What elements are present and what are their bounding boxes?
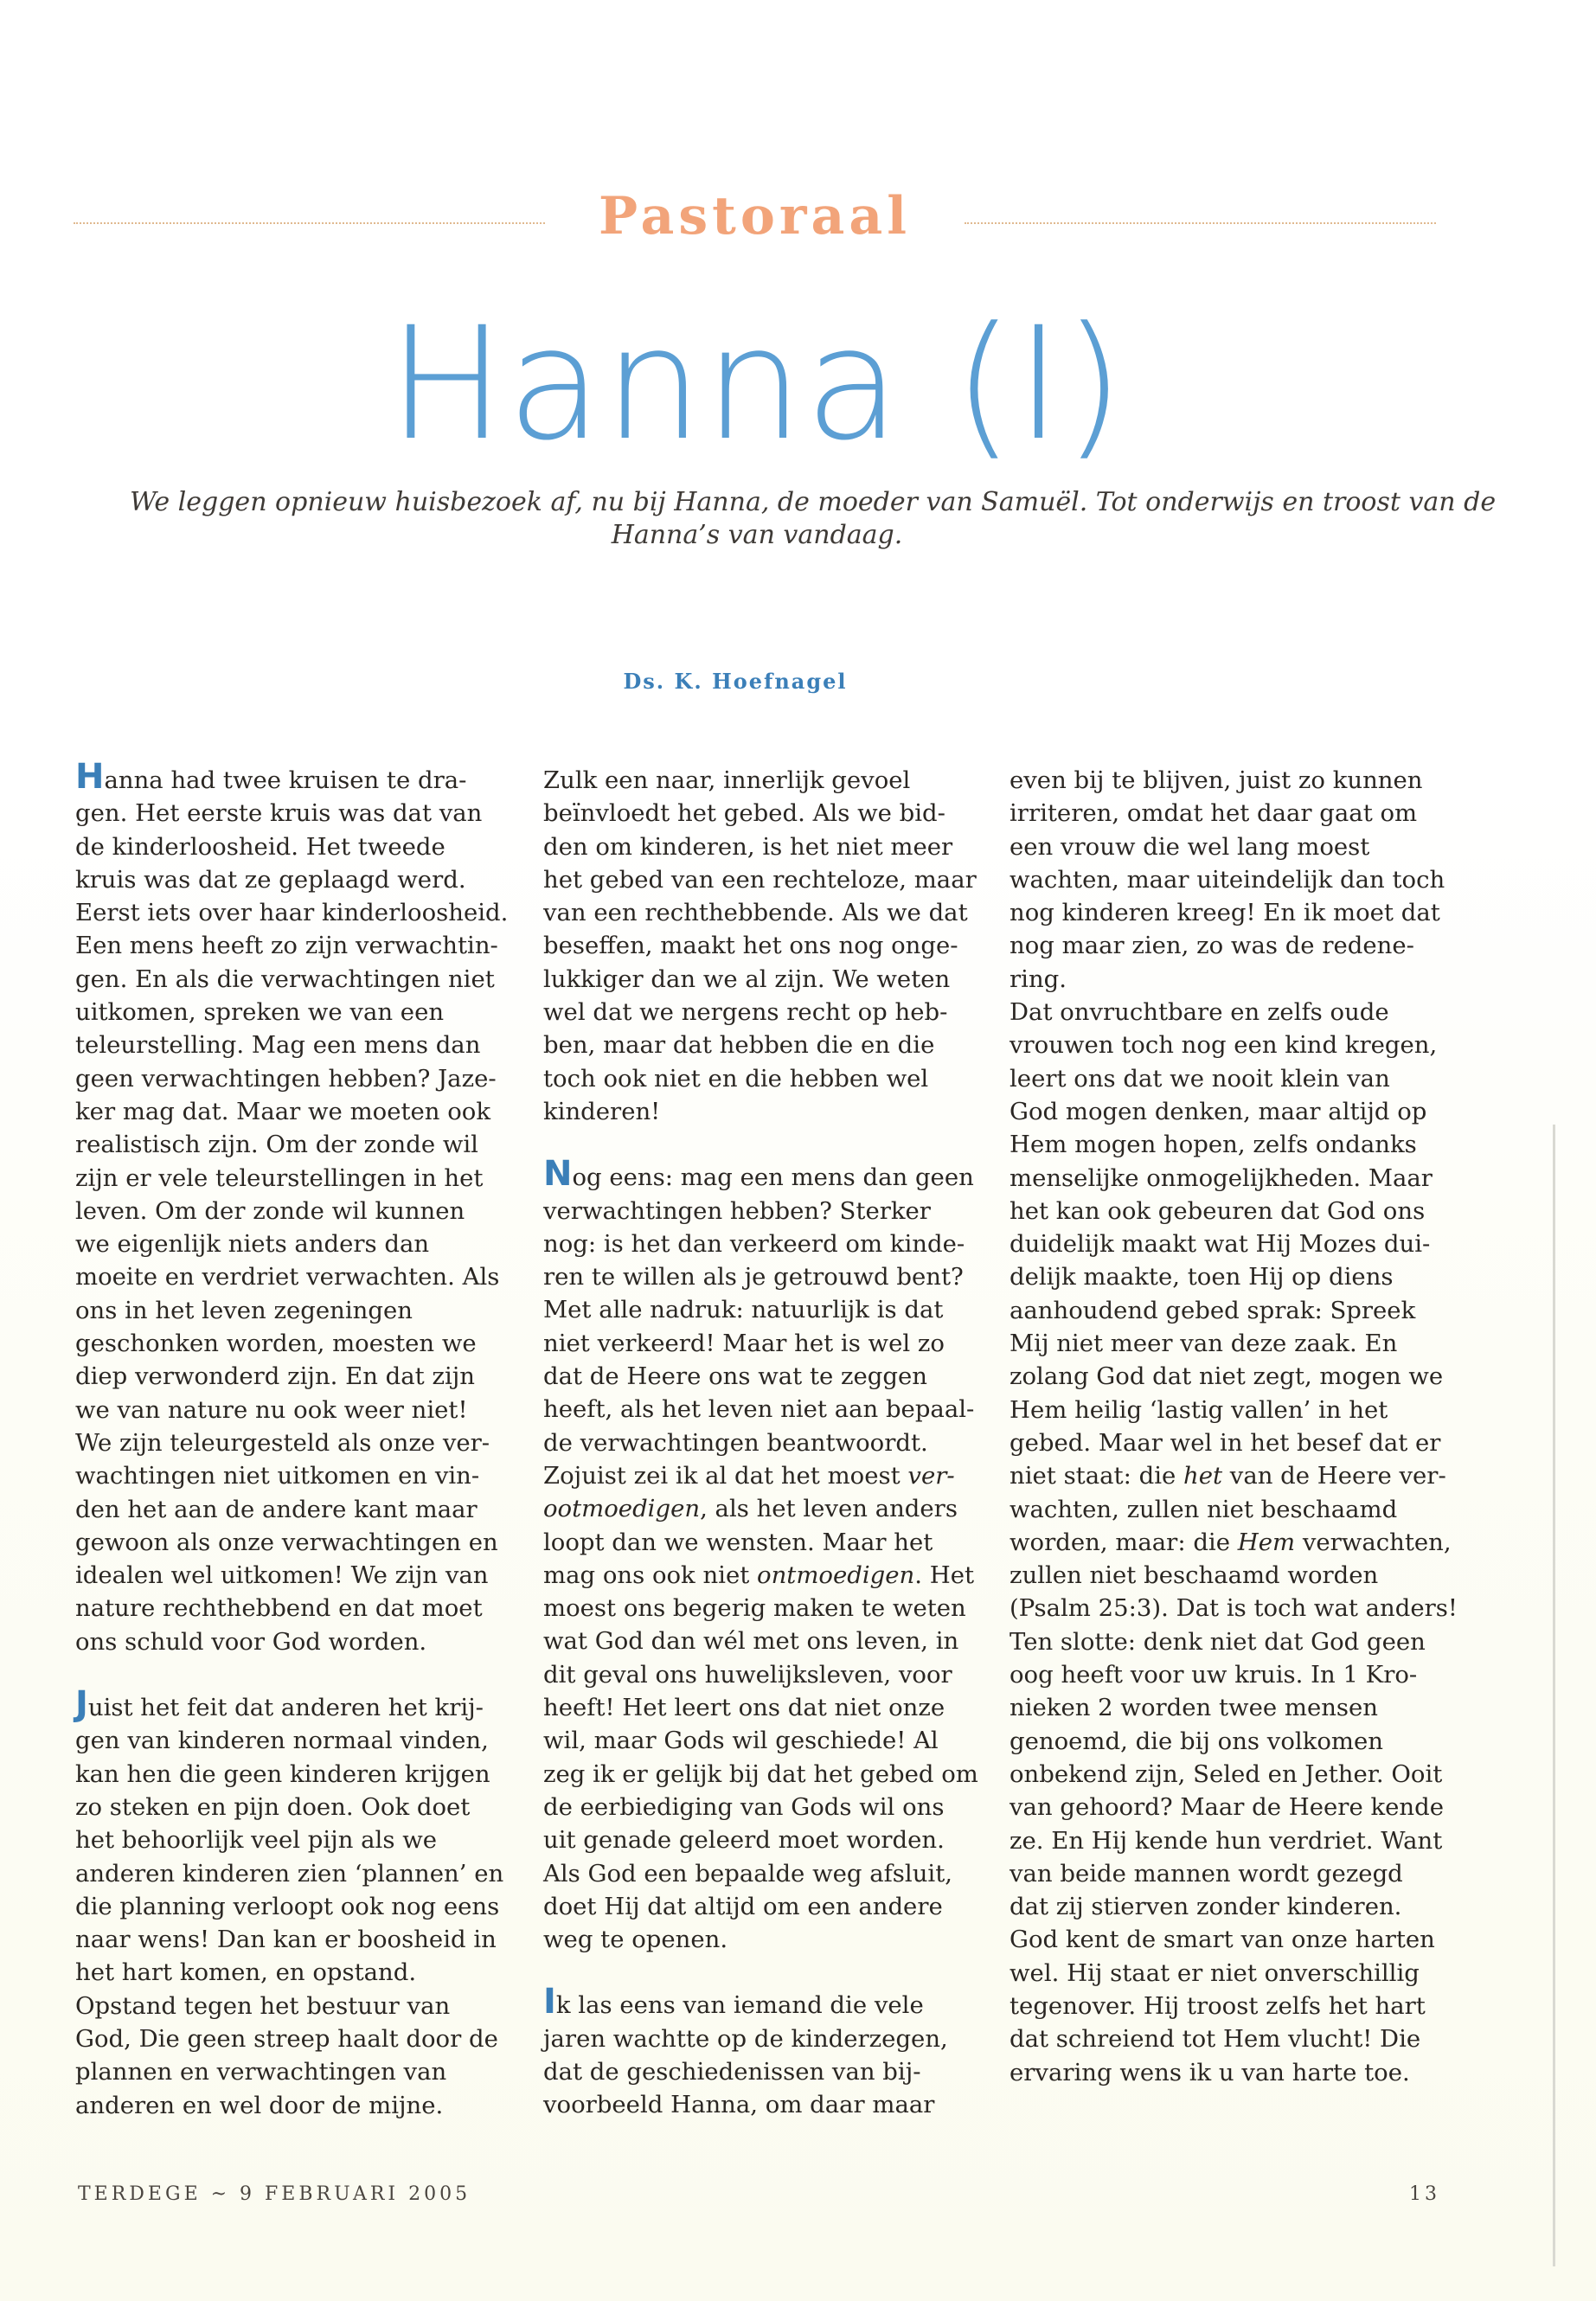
text-line: uit genade geleerd moet worden. [543, 1826, 945, 1855]
text-line: wachten, maar uiteindelijk dan toch [1010, 865, 1445, 894]
paragraph [543, 1154, 978, 1956]
text-line [75, 757, 503, 797]
text-line: lukkiger dan we al zijn. We weten [543, 965, 951, 993]
text-line: moeite en verdriet verwachten. Als [75, 1263, 500, 1292]
text-line: wel. Hij staat er niet onverschillig [1010, 1958, 1420, 1987]
text-line: kan hen die geen kinderen krijgen [75, 1759, 490, 1788]
page-number: 13 [1409, 2183, 1440, 2205]
text-column-2 [543, 764, 978, 2122]
text-line: even bij te blijven, juist zo kunnen [1010, 766, 1423, 794]
text-line: naar wens! Dan kan er boosheid in [75, 1926, 497, 1954]
text-line: God, Die geen streep haalt door de [75, 2024, 498, 2053]
text-segment: . Het [914, 1561, 975, 1589]
text-line: dat zij stierven zonder kinderen. [1010, 1893, 1402, 1921]
text-segment: worden, maar: die [1010, 1528, 1238, 1556]
text-line: heeft! Het leert ons dat niet onze [543, 1694, 945, 1722]
text-line: wachten, zullen niet beschaamd [1010, 1495, 1398, 1523]
text-line: zolang God dat niet zegt, mogen we [1010, 1362, 1444, 1391]
text-line: nog maar zien, zo was de redene- [1010, 932, 1414, 960]
text-line: die planning verloopt ook nog eens [75, 1892, 500, 1920]
text-line: Hem heilig ‘lastig vallen’ in het [1010, 1395, 1388, 1424]
page-footer [78, 2183, 1440, 2218]
text-line: Eerst iets over haar kinderloosheid. [75, 899, 509, 927]
text-line: nog kinderen kreeg! En ik moet dat [1010, 899, 1440, 927]
lead-line: Hanna’s van vandaag. [611, 520, 903, 551]
text-line: een vrouw die wel lang moest [1010, 832, 1370, 861]
text-line: geschonken worden, moesten we [75, 1330, 477, 1358]
text-line: van beide mannen wordt gezegd [1010, 1859, 1403, 1888]
text-line: het hart komen, en opstand. [75, 1958, 417, 1987]
text-line: ren te willen als je getrouwd bent? [543, 1263, 964, 1292]
paragraph [1010, 764, 1445, 996]
text-line: zeg ik er gelijk bij dat het gebed om [543, 1759, 978, 1788]
text-line: uitkomen, spreken we van een [75, 998, 445, 1027]
text-line: zijn er vele teleurstellingen in het [75, 1163, 484, 1192]
text-line: den om kinderen, is het niet meer [543, 832, 953, 861]
text-column-1 [75, 757, 509, 2122]
text-segment: , als het leven anders [700, 1495, 958, 1523]
text-line [1010, 1459, 1446, 1492]
text-line: ons schuld voor God worden. [75, 1627, 427, 1656]
paragraph [543, 764, 977, 1128]
text-line: leven. Om der zonde wil kunnen [75, 1196, 465, 1225]
text-line: de eerbiediging van Gods wil ons [543, 1792, 945, 1821]
text-line: realistisch zijn. Om der zonde wil [75, 1131, 478, 1159]
text-line: niet verkeerd! Maar het is wel zo [543, 1329, 945, 1357]
page-edge-shadow [1553, 1125, 1555, 2266]
text-line: ervaring wens ik u van harte toe. [1010, 2058, 1410, 2086]
text-line [1010, 1526, 1452, 1559]
text-line [543, 1459, 971, 1492]
lead-line: We leggen opnieuw huisbezoek af, nu bij Hanna, de moeder van Samuël. Tot onderwijs en troost van de [130, 487, 1497, 517]
text-line: menselijke onmogelijkheden. Maar [1010, 1163, 1433, 1192]
text-line: leert ons dat we nooit klein van [1010, 1064, 1390, 1093]
text-line: irriteren, omdat het daar gaat om [1010, 799, 1418, 828]
text-line: genoemd, die bij ons volkomen [1010, 1727, 1383, 1755]
text-line: wat God dan wél met ons leven, in [543, 1627, 959, 1656]
text-line [543, 1982, 971, 2022]
text-line: Een mens heeft zo zijn verwachtin- [75, 932, 498, 960]
text-line: heeft, als het leven niet aan bepaal- [543, 1395, 975, 1424]
text-line: toch ook niet en die hebben wel [543, 1064, 929, 1093]
text-line: beïnvloedt het gebed. Als we bid- [543, 799, 945, 828]
text-line: ker mag dat. Maar we moeten ook [75, 1097, 491, 1125]
text-line: nieken 2 worden twee mensen [1010, 1694, 1379, 1722]
text-line: gen. Het eerste kruis was dat van [75, 799, 483, 828]
text-line: aanhoudend gebed sprak: Spreek [1010, 1296, 1416, 1324]
text-line: kinderen! [543, 1097, 661, 1125]
text-line: wil, maar Gods wil geschiede! Al [543, 1727, 939, 1755]
text-line: Opstand tegen het bestuur van [75, 1991, 451, 2020]
text-line: We zijn teleurgesteld als onze ver- [75, 1428, 490, 1457]
drop-cap: N [543, 1154, 573, 1195]
text-line: doet Hij dat altijd om een andere [543, 1892, 943, 1920]
text-line: Ten slotte: denk niet dat God geen [1010, 1627, 1426, 1656]
text-segment: verwachten, [1295, 1528, 1452, 1556]
text-line [75, 1684, 503, 1725]
footer-publication: TERDEGE ~ 9 FEBRUARI 2005 [78, 2183, 471, 2205]
emphasis: ver- [907, 1461, 955, 1490]
text-line: delijk maakte, toen Hij op diens [1010, 1263, 1394, 1292]
text-line: nog: is het dan verkeerd om kinde- [543, 1229, 965, 1258]
text-line: we van nature nu ook weer niet! [75, 1395, 468, 1424]
text-line: idealen wel uitkomen! We zijn van [75, 1561, 489, 1590]
text-line: dat de geschiedenissen van bij- [543, 2057, 921, 2086]
text-column-3 [1010, 764, 1458, 2089]
text-line: van gehoord? Maar de Heere kende [1010, 1793, 1444, 1822]
text-line: ons in het leven zegeningen [75, 1296, 413, 1324]
text-line: jaren wachtte op de kinderzegen, [543, 2024, 948, 2053]
text-line: we eigenlijk niets anders dan [75, 1230, 430, 1259]
text-line: Hem mogen hopen, zelfs ondanks [1010, 1131, 1417, 1159]
text-line [543, 1492, 971, 1525]
text-line: Met alle nadruk: natuurlijk is dat [543, 1296, 944, 1324]
emphasis: Hem [1237, 1528, 1296, 1556]
text-line: oog heeft voor uw kruis. In 1 Kro- [1010, 1661, 1418, 1689]
text-line: gewoon als onze verwachtingen en [75, 1528, 498, 1556]
text-line: nature rechthebbend en dat moet [75, 1594, 483, 1623]
text-line: het kan ook gebeuren dat God ons [1010, 1196, 1426, 1225]
text-line: Dat onvruchtbare en zelfs oude [1010, 998, 1389, 1027]
text-line: Mij niet meer van deze zaak. En [1010, 1330, 1398, 1358]
text-line: moest ons begerig maken te weten [543, 1594, 966, 1623]
drop-cap: I [543, 1982, 556, 2022]
text-line: zo steken en pijn doen. Ook doet [75, 1792, 471, 1821]
article-lead [130, 481, 1497, 551]
text-line: weg te openen. [543, 1926, 728, 1954]
emphasis: het [1183, 1462, 1223, 1490]
text-line-content: k las eens van iemand die vele [555, 1991, 924, 2020]
text-line: anderen kinderen zien ‘plannen’ en [75, 1859, 504, 1888]
text-segment: Zojuist zei ik al dat het moest [543, 1461, 908, 1490]
author-byline: Ds. K. Hoefnagel [623, 669, 848, 694]
text-line-content: uist het feit dat anderen het krij- [87, 1694, 484, 1722]
text-line: wel dat we nergens recht op heb- [543, 998, 948, 1027]
text-line: dit geval ons huwelijksleven, voor [543, 1660, 952, 1689]
text-line: duidelijk maakt wat Hij Mozes dui- [1010, 1230, 1431, 1259]
text-line-content: og eens: mag een mens dan geen [572, 1163, 974, 1192]
text-line: (Psalm 25:3). Dat is toch wat anders! [1010, 1594, 1458, 1623]
text-segment: niet staat: die [1010, 1462, 1183, 1490]
rubric-rule-left [74, 222, 545, 224]
article-title: Hanna (I) [388, 294, 1126, 475]
text-line [543, 1154, 974, 1195]
emphasis: ontmoedigen [757, 1561, 915, 1589]
text-line: vrouwen toch nog een kind kregen, [1010, 1031, 1438, 1060]
text-segment: mag ons ook niet [543, 1561, 758, 1589]
section-rubric: Pastoraal [598, 186, 912, 247]
text-line: God kent de smart van onze harten [1010, 1926, 1435, 1954]
paragraph [75, 1684, 504, 2122]
text-line: het gebed van een rechteloze, maar [543, 865, 977, 894]
rubric-row [74, 186, 1436, 247]
paragraph [543, 1982, 971, 2121]
text-line: van een rechthebbende. Als we dat [543, 899, 968, 927]
text-line: dat schreiend tot Hem vlucht! Die [1010, 2025, 1421, 2054]
text-line: diep verwonderd zijn. En dat zijn [75, 1362, 475, 1391]
rubric-rule-right [965, 222, 1436, 224]
text-line: loopt dan we wensten. Maar het [543, 1528, 933, 1556]
text-line: den het aan de andere kant maar [75, 1495, 478, 1523]
text-line: verwachtingen hebben? Sterker [543, 1196, 931, 1225]
text-line: wachtingen niet uitkomen en vin- [75, 1462, 480, 1490]
text-line: het behoorlijk veel pijn als we [75, 1826, 438, 1855]
text-line: gen. En als die verwachtingen niet [75, 965, 495, 993]
drop-cap: J [75, 1684, 88, 1725]
text-line: geen verwachtingen hebben? Jaze- [75, 1064, 497, 1093]
text-line: de kinderloosheid. Het tweede [75, 832, 445, 861]
text-line: Zulk een naar, innerlijk gevoel [543, 766, 911, 794]
text-line: ring. [1010, 965, 1067, 993]
text-segment: van de Heere ver- [1222, 1462, 1446, 1490]
text-line: Als God een bepaalde weg afsluit, [543, 1859, 953, 1888]
text-line: plannen en verwachtingen van [75, 2058, 447, 2086]
text-line: ze. En Hij kende hun verdriet. Want [1010, 1826, 1443, 1855]
text-line: onbekend zijn, Seled en Jether. Ooit [1010, 1759, 1443, 1788]
text-line: dat de Heere ons wat te zeggen [543, 1362, 927, 1391]
text-line [543, 1559, 975, 1592]
text-line: anderen en wel door de mijne. [75, 2091, 444, 2119]
text-line: tegenover. Hij troost zelfs het hart [1010, 1991, 1426, 2020]
text-line: gebed. Maar wel in het besef dat er [1010, 1428, 1441, 1457]
text-line: de verwachtingen beantwoordt. [543, 1428, 928, 1457]
paragraph [75, 757, 509, 1658]
text-line: beseffen, maakt het ons nog onge- [543, 932, 958, 960]
text-line: ben, maar dat hebben die en die [543, 1031, 935, 1060]
drop-cap: H [75, 757, 105, 797]
text-line: voorbeeld Hanna, om daar maar [543, 2091, 935, 2119]
text-line: gen van kinderen normaal vinden, [75, 1727, 489, 1755]
text-line: God mogen denken, maar altijd op [1010, 1097, 1427, 1125]
text-line: zullen niet beschaamd worden [1010, 1561, 1379, 1590]
text-line-content: anna had twee kruisen te dra- [104, 766, 467, 794]
text-line: teleurstelling. Mag een mens dan [75, 1031, 481, 1060]
paragraph [1010, 996, 1458, 2089]
text-line: kruis was dat ze geplaagd werd. [75, 865, 466, 894]
emphasis: ootmoedigen [543, 1495, 701, 1523]
